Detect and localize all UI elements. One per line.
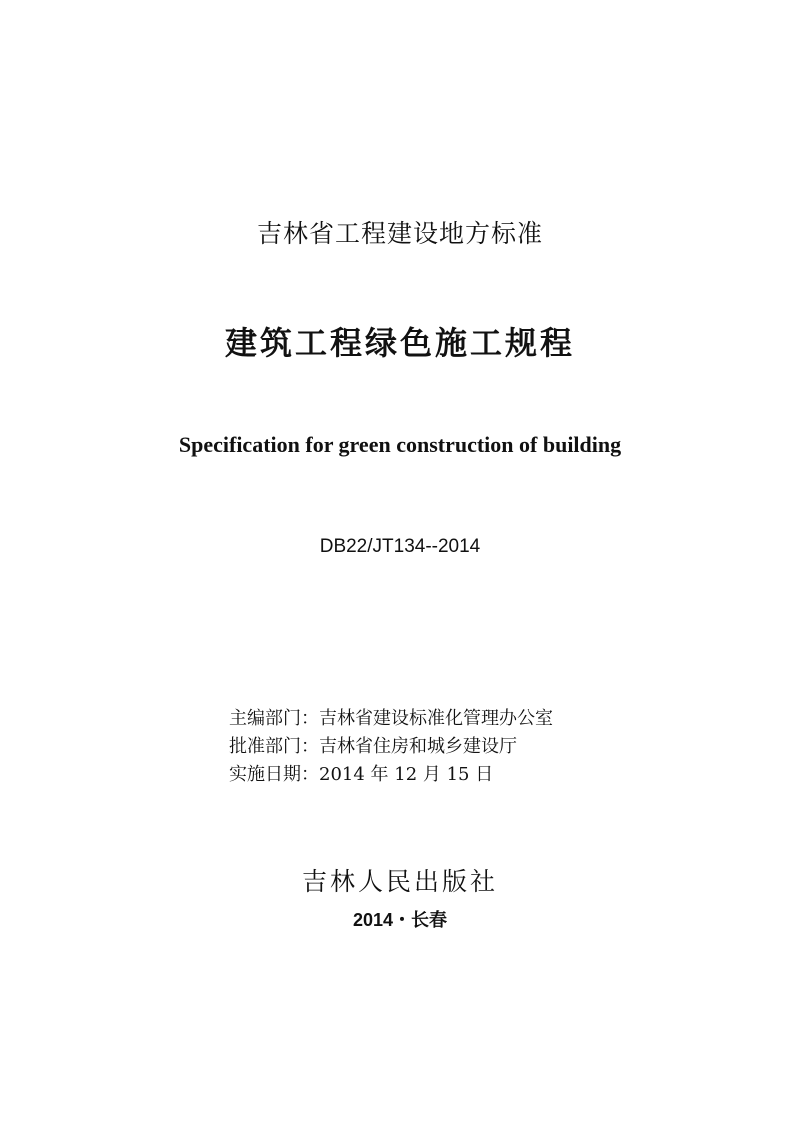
- document-title-chinese: 建筑工程绿色施工规程: [224, 324, 575, 362]
- info-value: 吉林省建设标准化管理办公室: [319, 708, 553, 729]
- publication-info: [229, 705, 553, 789]
- info-value: 吉林省住房和城乡建设厅: [319, 736, 517, 757]
- publication-place-year: 2014・长春: [352, 910, 448, 930]
- info-label: 批准部门：: [229, 736, 319, 757]
- info-label: 实施日期：: [229, 764, 319, 785]
- standard-series-title: 吉林省工程建设地方标准: [256, 219, 543, 248]
- document-title-english: Specification for green construction of building: [178, 432, 622, 457]
- info-value: 2014 年 12 月 15 日: [319, 764, 494, 785]
- info-row-effective-date: [229, 761, 553, 789]
- publisher-name: 吉林人民出版社: [301, 867, 498, 896]
- info-label: 主编部门：: [229, 708, 319, 729]
- info-row-approver: [229, 733, 553, 761]
- info-row-editor: [229, 705, 553, 733]
- standard-code: DB22/JT134--2014: [319, 536, 481, 557]
